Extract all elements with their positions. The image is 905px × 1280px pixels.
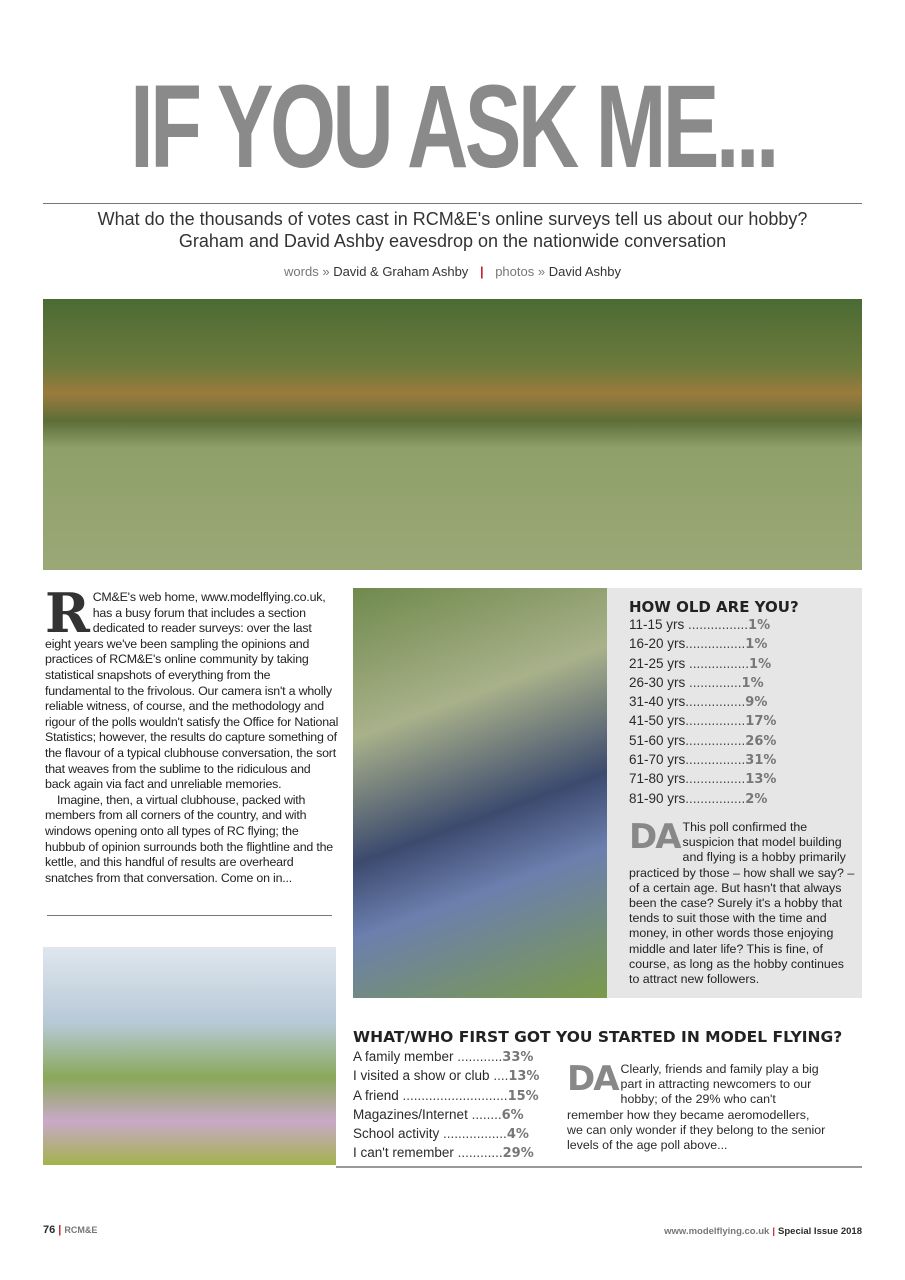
poll-row-leader: ................ <box>685 771 746 787</box>
comment-text: This poll confirmed the suspicion that model building and flying is a hobby primarily practiced by those – how shall we say? – of a certain age. But hasn't that always been the case? Surely it's a hobby that tends to suit those with the time and money, in other words those enjoying middle and later life? This is fine, of course, as long as the hobby continues to attract new followers. <box>629 820 855 987</box>
footer-left <box>43 1224 97 1236</box>
poll-row-leader: ............ <box>453 1049 503 1064</box>
poll-row-value: 1% <box>745 637 768 653</box>
poll-row-value: 1% <box>749 656 772 672</box>
age-poll-box <box>607 588 862 998</box>
poll-row-label: I visited a show or club <box>353 1068 490 1084</box>
poll-row-leader: ................ <box>685 752 746 768</box>
poll-row-label: 81-90 yrs <box>629 790 686 806</box>
poll-row <box>353 1048 558 1067</box>
age-poll-title: HOW OLD ARE YOU? <box>629 598 799 616</box>
poll-row-label: 26-30 yrs <box>629 674 686 690</box>
photos-author: David Ashby <box>548 264 621 279</box>
poll-row-leader: ................ <box>685 790 746 806</box>
poll-row <box>629 635 854 654</box>
poll-row-leader: ........ <box>467 1106 502 1122</box>
poll-row-label: A family member <box>353 1049 454 1064</box>
poll-row-leader: ................ <box>685 713 746 729</box>
flightline-group-photo <box>43 299 862 570</box>
poll-row-leader: ................ <box>685 655 750 671</box>
poll-row <box>353 1144 558 1163</box>
poll-row-value: 33% <box>502 1050 534 1065</box>
photos-label: photos » <box>495 264 546 279</box>
footer-right <box>664 1226 862 1237</box>
poll-row-value: 9% <box>745 695 768 711</box>
poll-row-label: Magazines/Internet <box>353 1106 468 1122</box>
poll-row-label: 61-70 yrs <box>629 752 686 768</box>
poll-row-label: 71-80 yrs <box>629 771 686 787</box>
started-poll <box>353 1028 862 1162</box>
poll-row-value: 29% <box>502 1146 534 1162</box>
page-number: 76 <box>43 1224 56 1236</box>
poll-row <box>629 732 854 751</box>
poll-row <box>629 655 854 674</box>
body-paragraph: Imagine, then, a virtual clubhouse, packed with members from all corners of the country, and with windows opening onto all types of RC flying; the hubbub of opinion surrounds both the flightline and the kettle, and this handful of results are overheard snatches from that conversation. Come on in... <box>45 792 333 885</box>
page-title: IF YOU ASK ME... <box>129 61 776 193</box>
footer-separator: | <box>58 1224 62 1236</box>
older-modellers-photo <box>353 588 607 998</box>
started-poll-comment <box>567 1059 827 1153</box>
poll-row <box>629 712 854 731</box>
poll-row-leader: .... <box>489 1068 509 1084</box>
comment-text: Clearly, friends and family play a big part in attracting newcomers to our hobby; of the 29% who can't remember how they became aeromodellers, we can only wonder if they belong to the senior levels of the age poll above... <box>567 1062 826 1153</box>
poll-row-value: 1% <box>741 675 764 691</box>
poll-row-label: 51-60 yrs <box>629 732 686 748</box>
poll-row-value: 6% <box>501 1107 524 1123</box>
poll-row <box>629 790 854 809</box>
standfirst: What do the thousands of votes cast in RCM&E's online surveys tell us about our hobby? Graham and David Ashby eavesdrop on the nationwide conversation <box>97 209 808 251</box>
poll-row <box>629 693 854 712</box>
poll-row-value: 26% <box>745 733 777 749</box>
poll-row-value: 2% <box>745 791 768 807</box>
poll-row-label: 41-50 yrs <box>629 713 686 729</box>
poll-row <box>629 751 854 770</box>
byline-separator: | <box>479 264 484 279</box>
poll-row-value: 13% <box>508 1069 540 1085</box>
comment-initials: DA <box>567 1059 618 1099</box>
title-divider <box>43 203 862 204</box>
comment-initials: DA <box>629 817 680 857</box>
poll-row-label: 31-40 yrs <box>629 694 686 710</box>
words-label: words » <box>284 264 330 279</box>
poll-row <box>353 1106 558 1125</box>
poll-row-label: 16-20 yrs <box>629 636 686 652</box>
poll-row <box>629 616 854 635</box>
poll-row-leader: ................ <box>685 732 746 748</box>
website-url: www.modelflying.co.uk <box>664 1226 770 1237</box>
poll-row-leader: ................ <box>685 694 746 710</box>
words-author: David & Graham Ashby <box>333 264 469 279</box>
poll-row-value: 15% <box>507 1088 539 1104</box>
poll-row <box>353 1087 558 1106</box>
drop-cap: R <box>45 581 90 645</box>
poll-row-leader: ................. <box>439 1126 507 1142</box>
poll-row-leader: .............. <box>685 674 742 690</box>
section-divider <box>336 1166 862 1168</box>
young-spectators-photo <box>43 947 336 1165</box>
poll-row <box>353 1125 558 1144</box>
age-poll <box>629 598 854 809</box>
footer-separator: | <box>772 1226 776 1237</box>
poll-row <box>629 674 854 693</box>
started-poll-title: WHAT/WHO FIRST GOT YOU STARTED IN MODEL FLYING? <box>353 1028 843 1046</box>
article-body <box>45 581 339 886</box>
age-poll-comment <box>629 817 857 987</box>
byline <box>0 264 905 279</box>
poll-row-value: 1% <box>748 618 771 633</box>
issue-label: Special Issue 2018 <box>778 1226 862 1237</box>
poll-row-label: I can't remember <box>353 1145 454 1161</box>
column-divider <box>47 915 332 916</box>
poll-row-label: School activity <box>353 1126 440 1142</box>
poll-row-value: 13% <box>745 772 777 788</box>
poll-row-leader: ............................ <box>398 1087 508 1103</box>
poll-row-leader: ................ <box>684 617 749 632</box>
poll-row-leader: ............ <box>453 1145 503 1161</box>
poll-row-label: 11-15 yrs <box>629 617 685 632</box>
body-text: CM&E's web home, www.modelflying.co.uk, has a busy forum that includes a section dedicated to reader surveys: over the last eight years we've been sampling the opinions and practices of RCM&E's online community by taking statistical snapshots of everything from the fundamental to the frivolous. Our camera isn't a wholly reliable witness, of course, and the methodology and rigour of the polls wouldn't satisfy the Office for National Statistics; however, the results do capture something of the flavour of a typical clubhouse conversation, the sort that weaves from the sublime to the ridiculous and back again via fact and unreliable memories. <box>45 590 339 792</box>
poll-row <box>629 770 854 789</box>
poll-row-value: 31% <box>745 753 777 769</box>
poll-row-value: 17% <box>745 714 777 730</box>
poll-row-value: 4% <box>506 1127 529 1143</box>
poll-row <box>353 1067 558 1086</box>
body-paragraph <box>45 581 339 793</box>
magazine-name: RCM&E <box>64 1225 98 1235</box>
poll-row-label: A friend <box>353 1087 399 1103</box>
poll-row-leader: ................ <box>685 636 746 652</box>
poll-row-label: 21-25 yrs <box>629 655 686 671</box>
